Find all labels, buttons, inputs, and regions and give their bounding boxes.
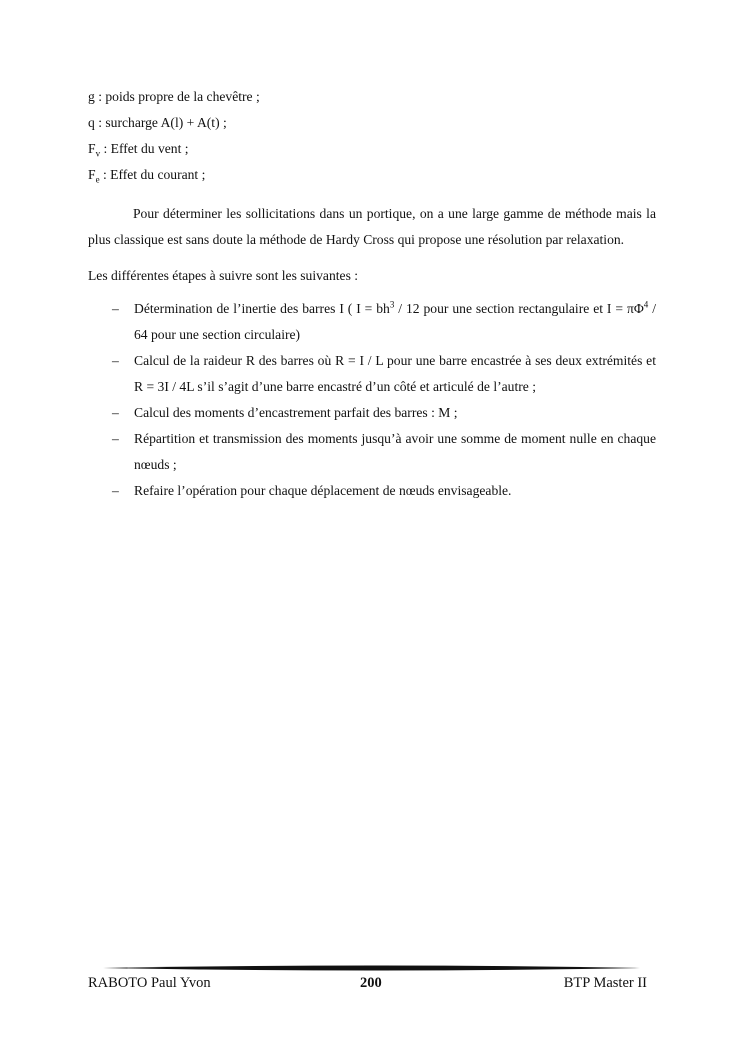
definition-fe: $F_e$ : Effet du courant ; [88,167,206,185]
footer-rule [103,962,640,974]
definition-g: g : poids propre de la chevêtre ; [88,89,260,104]
step-repeat: – Refaire l’opération pour chaque déplacement de nœuds envisageable. [88,478,656,504]
page-body [88,87,656,504]
bullet-dash: – [112,431,119,446]
step-stiffness: – Calcul de la raideur R des barres où R = I / L pour une barre encastrée à ses deux extrémités et R = 3I / 4L s’il s’agit d’une barre encastré d’un côté et articulé de l’autre ; [88,348,656,400]
steps-list [88,296,656,504]
footer-course: BTP Master II [563,975,647,991]
intro-paragraph: Pour déterminer les sollicitations dans un portique, on a une large gamme de méthode mais la plus classique est sans doute la méthode de Hardy Cross qui propose une résolution par relaxation. [88,206,656,247]
definition-q: q : surcharge A(l) + A(t) ; [88,115,227,130]
footer-author: RABOTO Paul Yvon [88,975,211,991]
step-fixed-end-moments: – Calcul des moments d’encastrement parfait des barres : M ; [88,400,656,426]
step-distribution: – Répartition et transmission des moments jusqu’à avoir une somme de moment nulle en chaque nœuds ; [88,426,656,478]
steps-intro: Les différentes étapes à suivre sont les suivantes : [88,268,359,283]
bullet-dash: – [112,301,119,316]
bullet-dash: – [112,483,119,498]
definition-fv: $F_v$ : Effet du vent ; [88,141,189,159]
step-inertia: – Détermination de l’inertie des barres I ( $I = bh^3 / 12$ pour une section rectangulaire et $I = \pi\Phi^4 / 64$ pour une section circulaire) [88,296,656,348]
bullet-dash: – [112,353,119,368]
page-number: 200 [360,975,382,991]
bullet-dash: – [112,405,119,420]
